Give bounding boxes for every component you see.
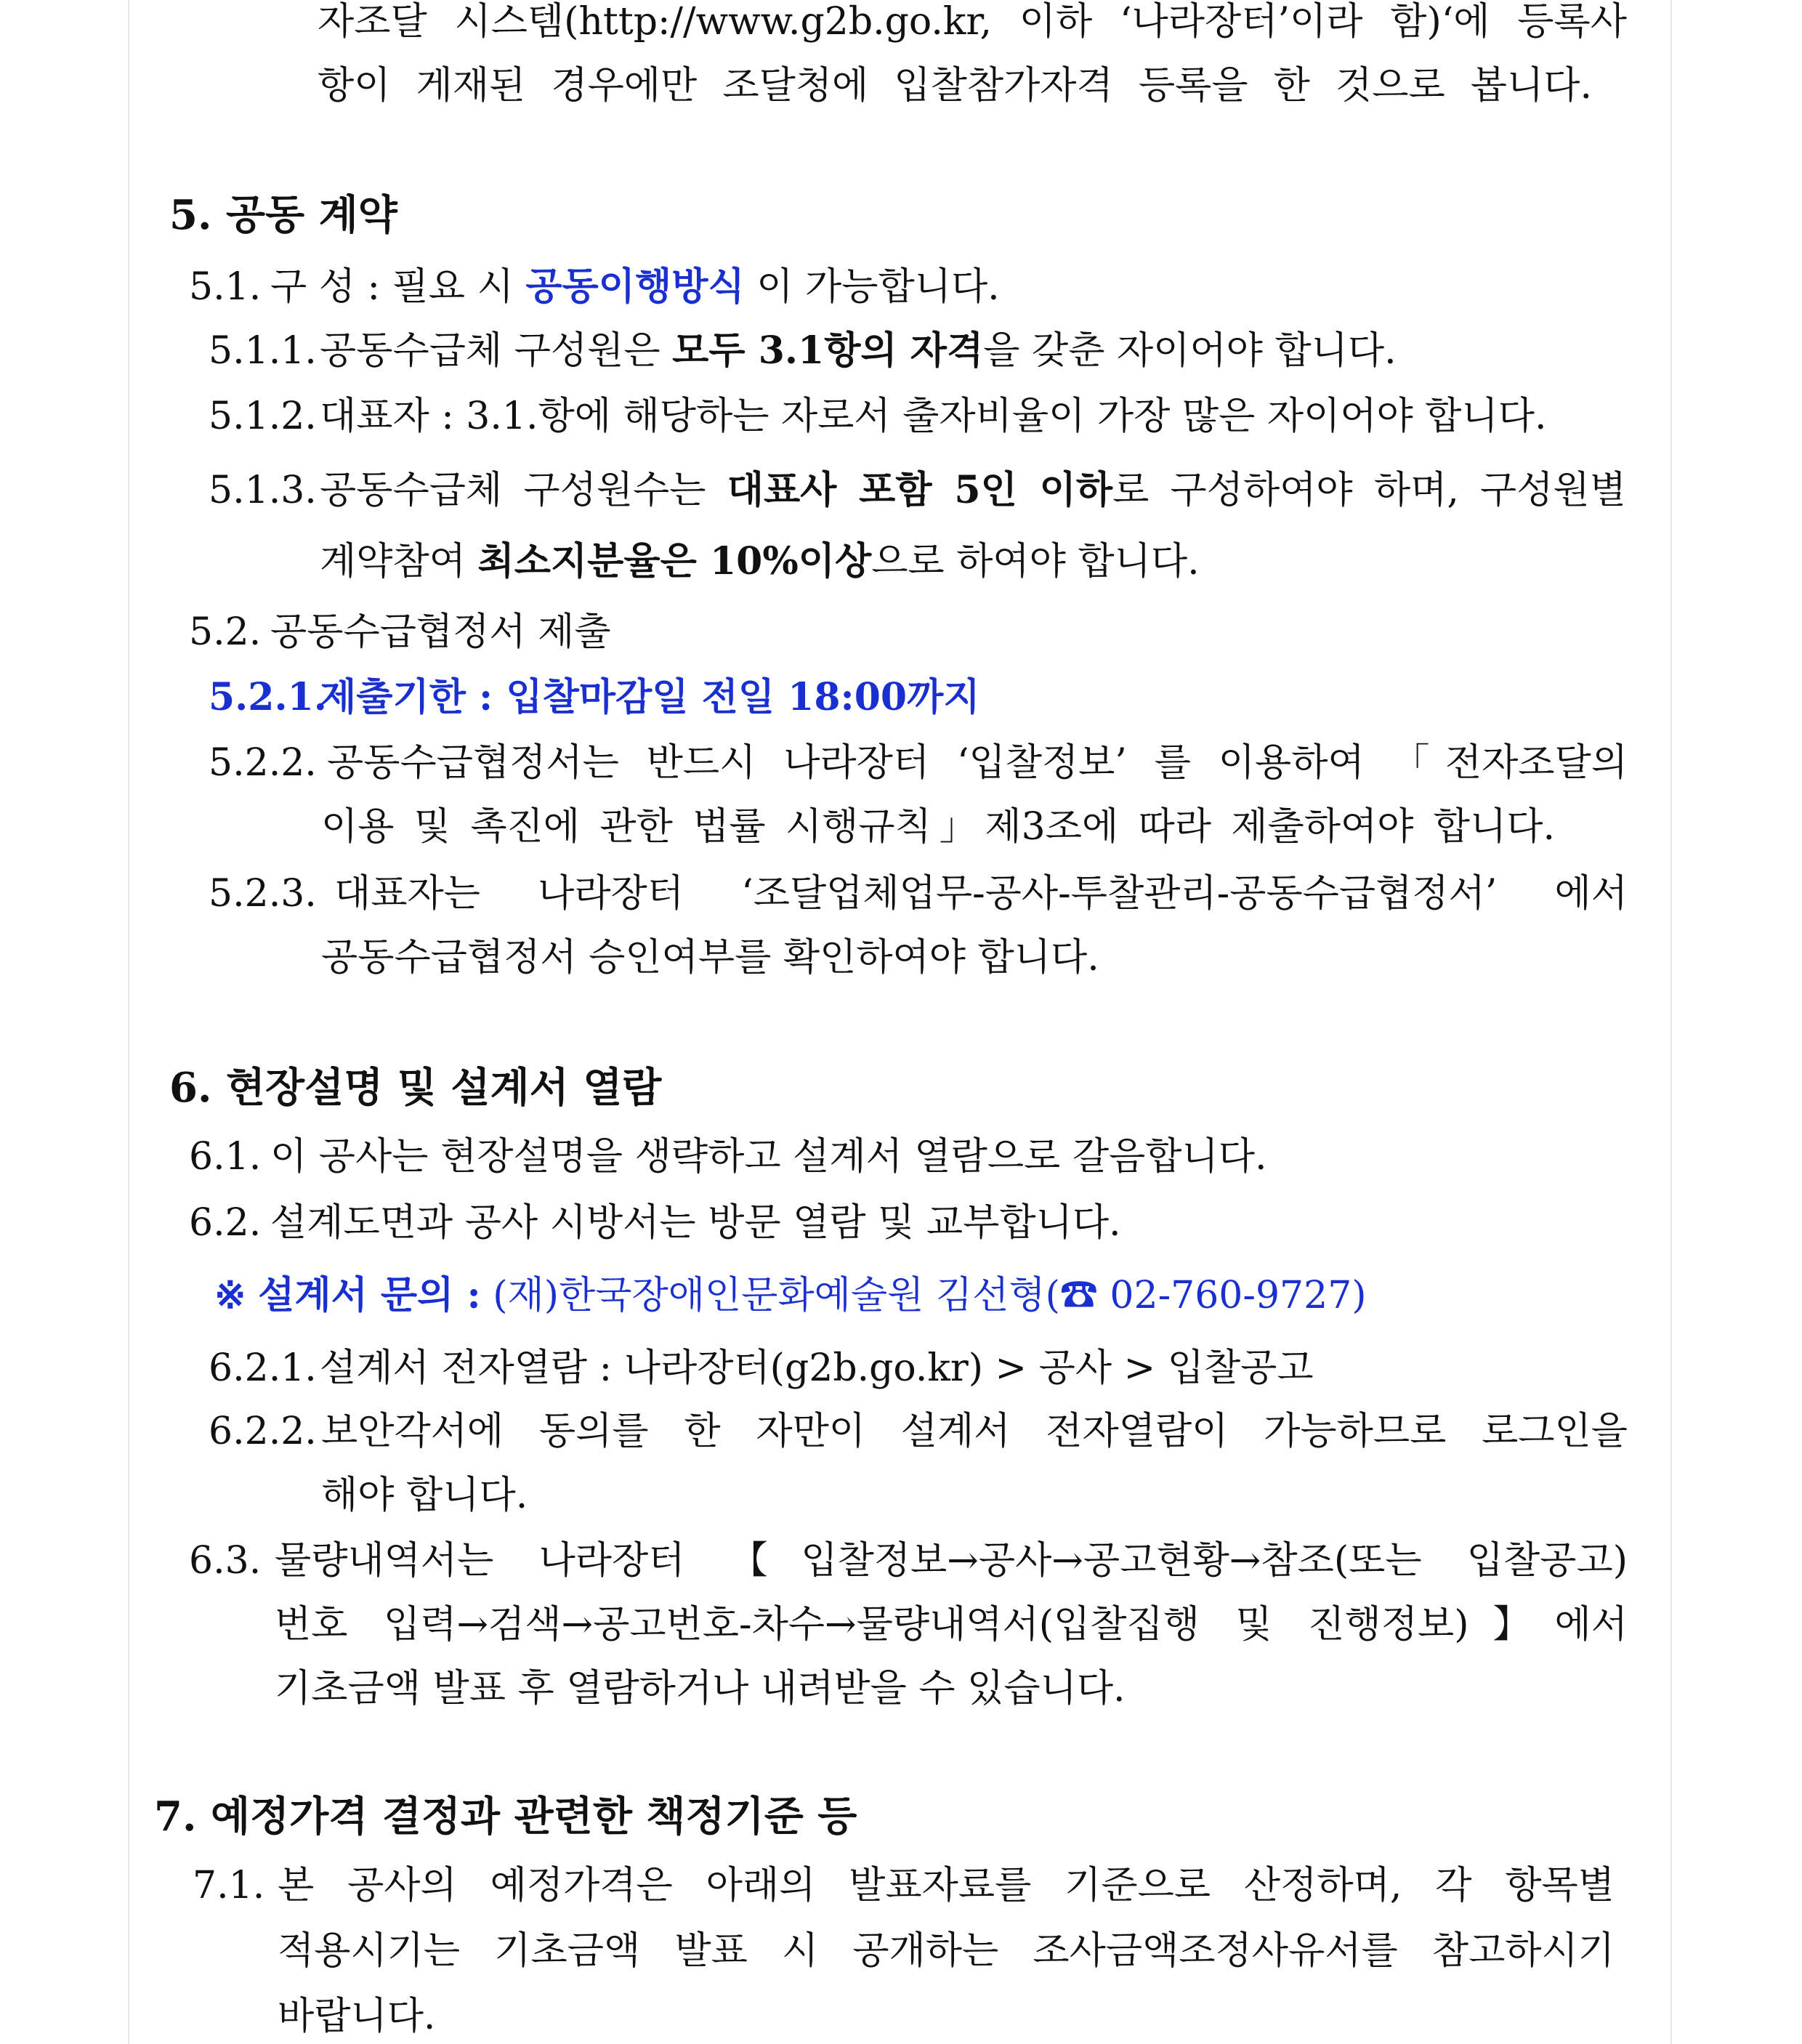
intro-line-1: 자조달 시스템(http://www.g2b.go.kr, 이하 ‘나라장터’이라 함)‘에 등록사 bbox=[318, 0, 1627, 44]
item-5-1-3-number: 5.1.3. bbox=[209, 469, 317, 512]
section-6-heading: 6. 현장설명 및 설계서 열람 bbox=[169, 1064, 662, 1112]
intro-line-2: 항이 게재된 경우에만 조달청에 입찰참가자격 등록을 한 것으로 봅니다. bbox=[318, 64, 1592, 108]
item-6-2-2-line-2: 해야 합니다. bbox=[321, 1474, 528, 1517]
design-inquiry-notice: ※ 설계서 문의 : (재)한국장애인문화예술원 김선형(☎ 02-760-9727) bbox=[214, 1273, 1367, 1317]
item-5-2-3-number: 5.2.3. bbox=[209, 872, 317, 916]
item-6-2-1-text: 설계서 전자열람 : 나라장터(g2b.go.kr) > 공사 > 입찰공고 bbox=[320, 1346, 1314, 1390]
item-6-2-2-number: 6.2.2. bbox=[209, 1410, 317, 1453]
item-6-3-line-1: 물량내역서는 나라장터 【입찰정보→공사→공고현황→참조(또는 입찰공고) bbox=[275, 1539, 1628, 1583]
item-6-1-text: 이 공사는 현장설명을 생략하고 설계서 열람으로 갈음합니다. bbox=[270, 1135, 1267, 1179]
item-7-1-line-3: 바랍니다. bbox=[278, 1995, 436, 2038]
item-7-1-number: 7.1. bbox=[193, 1864, 265, 1907]
item-6-3-number: 6.3. bbox=[189, 1539, 262, 1583]
item-7-1-line-2: 적용시기는 기초금액 발표 시 공개하는 조사금액조정사유서를 참고하시기 bbox=[278, 1929, 1615, 1973]
item-5-1-2-text: 대표자 : 3.1.항에 해당하는 자로서 출자비율이 가장 많은 자이어야 합니다. bbox=[320, 395, 1547, 438]
item-6-2-number: 6.2. bbox=[189, 1201, 262, 1245]
item-6-2-2-line-1: 보안각서에 동의를 한 자만이 설계서 전자열람이 가능하므로 로그인을 bbox=[321, 1410, 1628, 1453]
item-7-1-line-1: 본 공사의 예정가격은 아래의 발표자료를 기준으로 산정하며, 각 항목별 bbox=[278, 1864, 1615, 1907]
item-5-2-3-line-1: 대표자는 나라장터 ‘조달업체업무-공사-투찰관리-공동수급협정서’ 에서 bbox=[334, 872, 1628, 916]
item-5-1-1-number: 5.1.1. bbox=[209, 329, 317, 373]
submission-deadline: 제출기한 : 입찰마감일 전일 18:00까지 bbox=[320, 675, 980, 719]
item-5-2-2-line-2: 이용 및 촉진에 관한 법률 시행규칙」제3조에 따라 제출하여야 합니다. bbox=[321, 805, 1555, 849]
item-5-1-text: 구 성 : 필요 시 공동이행방식 이 가능합니다. bbox=[270, 264, 1000, 309]
item-5-1-2-number: 5.1.2. bbox=[209, 395, 317, 438]
joint-performance-highlight: 공동이행방식 bbox=[525, 264, 745, 309]
reference-mark: ※ bbox=[214, 1273, 246, 1317]
item-5-2-2-number: 5.2.2. bbox=[209, 741, 317, 785]
item-5-1-number: 5.1. bbox=[189, 265, 262, 309]
item-5-1-3-line-1: 공동수급체 구성원수는 대표사 포함 5인 이하로 구성하여야 하며, 구성원별 bbox=[320, 468, 1626, 512]
item-5-2-text: 공동수급협정서 제출 bbox=[270, 610, 611, 654]
item-6-3-line-2: 번호 입력→검색→공고번호-차수→물량내역서(입찰집행 및 진행정보)】에서 bbox=[275, 1603, 1628, 1647]
item-5-1-1-text: 공동수급체 구성원은 모두 3.1항의 자격을 갖춘 자이어야 합니다. bbox=[320, 328, 1397, 373]
item-5-2-number: 5.2. bbox=[189, 610, 262, 654]
section-5-heading: 5. 공동 계약 bbox=[169, 191, 397, 239]
item-6-2-text: 설계도면과 공사 시방서는 방문 열람 및 교부합니다. bbox=[270, 1201, 1121, 1245]
item-6-1-number: 6.1. bbox=[189, 1135, 262, 1179]
item-5-2-1-number: 5.2.1. bbox=[209, 675, 327, 719]
section-7-heading: 7. 예정가격 결정과 관련한 책정기준 등 bbox=[154, 1793, 857, 1841]
item-5-2-2-line-1: 공동수급협정서는 반드시 나라장터 ‘입찰정보’ 를 이용하여 「전자조달의 bbox=[327, 741, 1628, 785]
item-6-3-line-3: 기초금액 발표 후 열람하거나 내려받을 수 있습니다. bbox=[275, 1667, 1126, 1710]
item-5-2-3-line-2: 공동수급협정서 승인여부를 확인하여야 합니다. bbox=[321, 936, 1099, 979]
phone-icon: ☎ bbox=[1059, 1274, 1098, 1317]
item-6-2-1-number: 6.2.1. bbox=[209, 1346, 317, 1390]
item-5-1-3-line-2: 계약참여 최소지분율은 10%이상으로 하여야 합니다. bbox=[320, 539, 1200, 583]
